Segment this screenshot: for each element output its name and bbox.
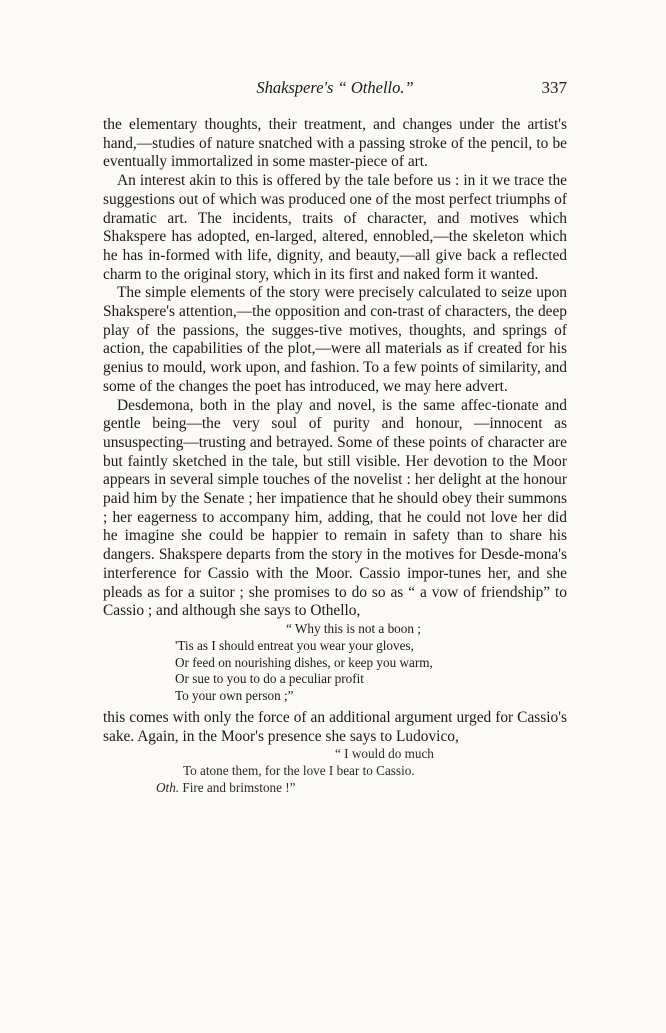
paragraph-continued: the elementary thoughts, their treatment, and changes under the artist's hand,—studies of nature snatched with a passing stroke of the pencil, to be eventually immortalized in some master-piece of art. bbox=[103, 116, 567, 171]
verse-line: Or sue to you to do a peculiar profit bbox=[175, 671, 364, 687]
verse-line: “ I would do much bbox=[335, 746, 434, 762]
body-text bbox=[103, 116, 567, 797]
running-title: Shakspere's “ Othello.” bbox=[256, 78, 414, 97]
verse-line: Or feed on nourishing dishes, or keep you warm, bbox=[175, 654, 433, 670]
verse-line: To atone them, for the love I bear to Cassio. bbox=[183, 763, 415, 779]
speaker-name: Oth. bbox=[156, 779, 180, 795]
speaker-text: Fire and brimstone !” bbox=[182, 779, 296, 795]
speaker-line bbox=[156, 780, 567, 797]
page-header bbox=[103, 78, 567, 106]
page-number: 337 bbox=[541, 78, 567, 97]
book-page bbox=[103, 78, 567, 797]
verse-line: “ Why this is not a boon ; bbox=[286, 620, 421, 636]
paragraph-interest: An interest akin to this is offered by the tale before us : in it we trace the suggestions out of which was produced one of the most perfect triumphs of dramatic art. The incidents, traits of character, and motives which Shakspere has adopted, en-larged, altered, ennobled,—the skeleton which he has in-formed with life, dignity, and beauty,—all give back a reflected charm to the original story, which in its first and naked form it wanted. bbox=[103, 172, 567, 283]
verse-quote-cassio bbox=[103, 746, 567, 796]
paragraph-continuation: this comes with only the force of an additional argument urged for Cassio's sake. Again, in the Moor's presence she says to Ludovico, bbox=[103, 708, 567, 745]
paragraph-desdemona: Desdemona, both in the play and novel, is the same affec-tionate and gentle being—the very soul of purity and honour, —innocent as unsuspecting—trusting and betrayed. Some of these points of character are but faintly sketched in the tale, but still visible. Her devotion to the Moor appears in several simple touches of the novelist : her delight at the honour paid him by the Senate ; her impatience that he should obey their summons ; her eagerness to accompany him, adding, that he could not love her did he imagine she could be happier to remain in safety than to share his dangers. Shakspere departs from the story in the motives for Desde-mona's interference for Cassio with the Moor. Cassio impor-tunes her, and she pleads as for a suitor ; she promises to do so as “ a vow of friendship” to Cassio ; and although she says to Othello, bbox=[103, 396, 567, 620]
verse-line: To your own person ;” bbox=[175, 688, 294, 704]
verse-quote-gloves bbox=[103, 621, 567, 705]
verse-line: 'Tis as I should entreat you wear your gloves, bbox=[175, 637, 414, 653]
paragraph-simple-elements: The simple elements of the story were precisely calculated to seize upon Shakspere's attention,—the opposition and con-trast of characters, the deep play of the passions, the sugges-tive motives, thoughts, and springs of action, the capabilities of the plot,—were all materials as if created for his genius to mould, work upon, and fashion. To a few points of similarity, and some of the changes the poet has introduced, we may here advert. bbox=[103, 284, 567, 395]
